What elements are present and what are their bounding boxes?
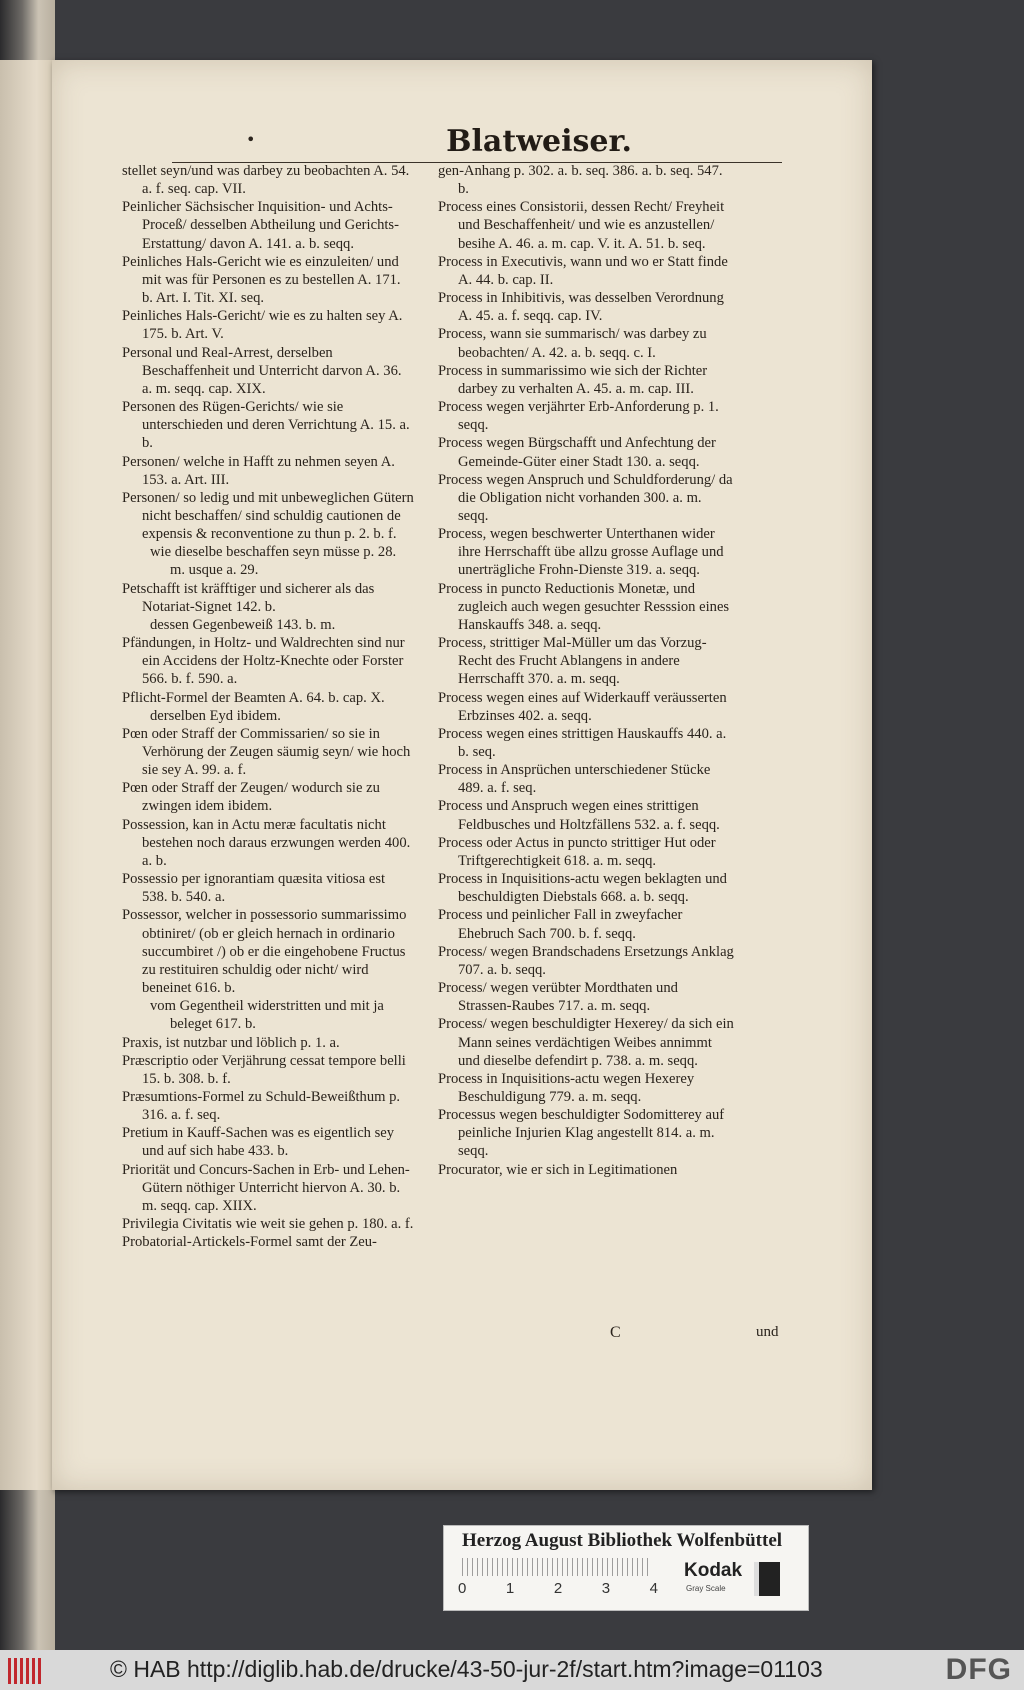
index-entry: Pretium in Kauff-Sachen was es eigentlich sey und auf sich habe 433. b. [122, 1125, 395, 1160]
index-entry: Pœn oder Straff der Commissarien/ so sie in Verhörung der Zeugen säumig seyn/ wie hoch sie sey A. 99. a. f. [122, 725, 411, 779]
index-entry: dessen Gegenbeweiß 143. b. m. [150, 616, 336, 633]
catchword: und [756, 1324, 779, 1340]
hab-logo-icon [8, 1658, 44, 1684]
index-entry: Process wegen eines strittigen Hauskauffs 440. a. b. seq. [438, 725, 727, 760]
running-title: Blatweiser. [446, 124, 632, 159]
index-entry: Priorität und Concurs-Sachen in Erb- und Lehen-Gütern nöthiger Unterricht hiervon A. 30. b. m. seqq. cap. XIIX. [122, 1161, 410, 1214]
index-entry: Process wegen Bürgschafft und Anfechtung der Gemeinde-Güter einer Stadt 130. a. seqq. [438, 435, 716, 470]
index-entry: derselben Eyd ibidem. [150, 707, 281, 724]
index-entry: Praxis, ist nutzbar und löblich p. 1. a. [122, 1034, 340, 1051]
index-entry: Process in Inhibitivis, was desselben Verordnung A. 45. a. f. seqq. cap. IV. [438, 290, 724, 325]
index-entry: gen-Anhang p. 302. a. b. seq. 386. a. b. seq. 547. b. [438, 163, 723, 198]
index-entry: Process, strittiger Mal-Müller um das Vorzug-Recht des Frucht Ablangens in andere Herrschafft 370. a. m. seqq. [438, 635, 707, 688]
index-entry: Process, wann sie summarisch/ was darbey zu beobachten/ A. 42. a. b. seqq. c. I. [438, 326, 707, 361]
color-card [443, 1525, 809, 1611]
index-entry: Procurator, wie er sich in Legitimationen [438, 1161, 678, 1178]
index-entry: Probatorial-Artickels-Formel samt der Zeu- [122, 1234, 377, 1251]
index-entry: Privilegia Civitatis wie weit sie gehen p. 180. a. f. [122, 1216, 414, 1233]
index-entry: Process in summarissimo wie sich der Richter darbey zu verhalten A. 45. a. m. cap. III. [438, 362, 708, 397]
index-entry: Process eines Consistorii, dessen Recht/ Freyheit und Beschaffenheit/ und wie es anzustellen/ besihe A. 46. a. m. cap. V. it. A. 51. b. seq. [438, 199, 725, 252]
index-entry: Personen/ so ledig und mit unbeweglichen Gütern nicht beschaffen/ sind schuldig cautionen de expensis & reconventione zu thun p. 2. b. f. [122, 489, 414, 543]
index-entry: Possession, kan in Actu meræ facultatis nicht bestehen noch daraus erzwungen werden 400. a. b. [122, 816, 411, 869]
header-mark: • [246, 130, 256, 149]
index-entry: Peinliches Hals-Gericht/ wie es zu halten sey A. 175. b. Art. V. [122, 308, 403, 343]
index-entry: vom Gegentheil widerstritten und mit ja beleget 617. b. [150, 998, 384, 1033]
scale-number: 0 [458, 1580, 467, 1597]
index-entry: Possessor, welcher in possessorio summarissimo obtiniret/ (ob er gleich hernach in ordinario succumbiret /) ob er die eingehobene Fructus zu restituiren schuldig oder nicht/ wird beneinet 616. b. [122, 907, 407, 997]
index-entry: Personal und Real-Arrest, derselben Beschaffenheit und Unterricht darvon A. 36. a. m. seqq. cap. XIX. [122, 344, 402, 397]
index-entry: Præsumtions-Formel zu Schuld-Beweißthum p. 316. a. f. seq. [122, 1088, 401, 1124]
index-entry: Peinliches Hals-Gericht wie es einzuleiten/ und mit was für Personen es zu bestellen A. 171. b. Art. I. Tit. XI. seq. [122, 253, 401, 307]
signature-mark: C [610, 1324, 621, 1341]
index-entry: Process/ wegen beschuldigter Hexerey/ da sich ein Mann seines verdächtigen Weibes annimmt und dieselbe defendirt p. 738. a. m. seqq. [438, 1016, 734, 1069]
scale-number: 3 [601, 1580, 611, 1597]
library-name: Herzog August Bibliothek Wolfenbüttel [462, 1530, 783, 1551]
index-entry: Processus wegen beschuldigter Sodomitterey auf peinliche Injurien Klag angestellt 814. a. m. seqq. [438, 1107, 725, 1160]
scale-number: 1 [505, 1580, 515, 1597]
index-entry: Pflicht-Formel der Beamten A. 64. b. cap. X. [122, 689, 385, 706]
scale-ruler [462, 1558, 652, 1576]
index-entry: Præscriptio oder Verjährung cessat tempore belli 15. b. 308. b. f. [122, 1052, 406, 1087]
index-entry: Petschafft ist kräfftiger und sicherer als das Notariat-Signet 142. b. [122, 580, 375, 615]
index-entry: Process oder Actus in puncto strittiger Hut oder Triftgerechtigkeit 618. a. m. seqq. [438, 834, 716, 869]
index-entry: Process/ wegen Brandschadens Ersetzungs Anklag 707. a. b. seqq. [438, 943, 734, 978]
index-entry: stellet seyn/und was darbey zu beobachten A. 54. a. f. seq. cap. VII. [122, 163, 410, 198]
page-header [172, 122, 782, 163]
gray-patch [754, 1562, 780, 1596]
book-page [52, 60, 872, 1490]
scale-number: 4 [649, 1580, 658, 1597]
index-entry: Personen/ welche in Hafft zu nehmen seyen A. 153. a. Art. III. [122, 453, 395, 488]
index-entry: Process in Inquisitions-actu wegen Hexerey Beschuldigung 779. a. m. seqq. [438, 1070, 695, 1105]
index-entry: Pœn oder Straff der Zeugen/ wodurch sie zu zwingen idem ibidem. [122, 780, 380, 815]
scale-numbers [458, 1580, 658, 1597]
index-entry: Process und peinlicher Fall in zweyfacher Ehebruch Sach 700. b. f. seqq. [438, 907, 683, 942]
right-column [438, 162, 734, 1179]
dfg-logo: DFG [945, 1653, 1012, 1686]
index-entry: Process in Ansprüchen unterschiedener Stücke 489. a. f. seq. [438, 762, 711, 797]
index-entry: Peinlicher Sächsischer Inquisition- und Achts-Proceß/ desselben Abtheilung und Gerichts-Erstattung/ davon A. 141. a. b. seqq. [122, 199, 399, 252]
scale-number: 2 [553, 1580, 563, 1597]
index-entry: Process wegen eines auf Widerkauff veräusserten Erbzinses 402. a. seqq. [438, 689, 727, 724]
kodak-brand: Kodak [684, 1560, 743, 1581]
index-entry: Process/ wegen verübter Mordthaten und Strassen-Raubes 717. a. m. seqq. [438, 980, 678, 1015]
facing-page-edge [0, 60, 52, 1490]
index-entry: Process wegen verjährter Erb-Anforderung p. 1. seqq. [438, 399, 719, 434]
index-entry: Process und Anspruch wegen eines strittigen Feldbusches und Holtzfällens 532. a. f. seqq. [438, 798, 720, 833]
source-credit[interactable]: © HAB http://diglib.hab.de/drucke/43-50-jur-2f/start.htm?image=01103 [110, 1656, 823, 1682]
index-entry: Process in Executivis, wann und wo er Statt finde A. 44. b. cap. II. [438, 253, 728, 288]
index-entry: Possessio per ignorantiam quæsita vitiosa est 538. b. 540. a. [122, 871, 386, 906]
index-entry: Personen des Rügen-Gerichts/ wie sie unterschieden und deren Verrichtung A. 15. a. b. [122, 399, 410, 452]
index-entry: Pfändungen, in Holtz- und Waldrechten sind nur ein Accidens der Holtz-Knechte oder Forster 566. b. f. 590. a. [122, 635, 405, 688]
index-entry: Process wegen Anspruch und Schuldforderung/ da die Obligation nicht vorhanden 300. a. m. seqq. [438, 471, 733, 524]
kodak-gray-scale-label: Gray Scale [686, 1584, 726, 1593]
index-entry: Process in Inquisitions-actu wegen beklagten und beschuldigten Diebstals 668. a. b. seqq. [438, 871, 727, 906]
index-entry: Process, wegen beschwerter Unterthanen wider ihre Herrschafft übe allzu grosse Auflage und unerträgliche Frohn-Dienste 319. a. seqq. [438, 526, 724, 579]
left-column [122, 162, 414, 1251]
index-entry: wie dieselbe beschaffen seyn müsse p. 28. m. usque a. 29. [150, 544, 397, 579]
viewer-footer [0, 1650, 1024, 1690]
index-entry: Process in puncto Reductionis Monetæ, und zugleich auch wegen gesuchter Resssion eines Hanskauffs 348. a. seqq. [438, 580, 730, 633]
